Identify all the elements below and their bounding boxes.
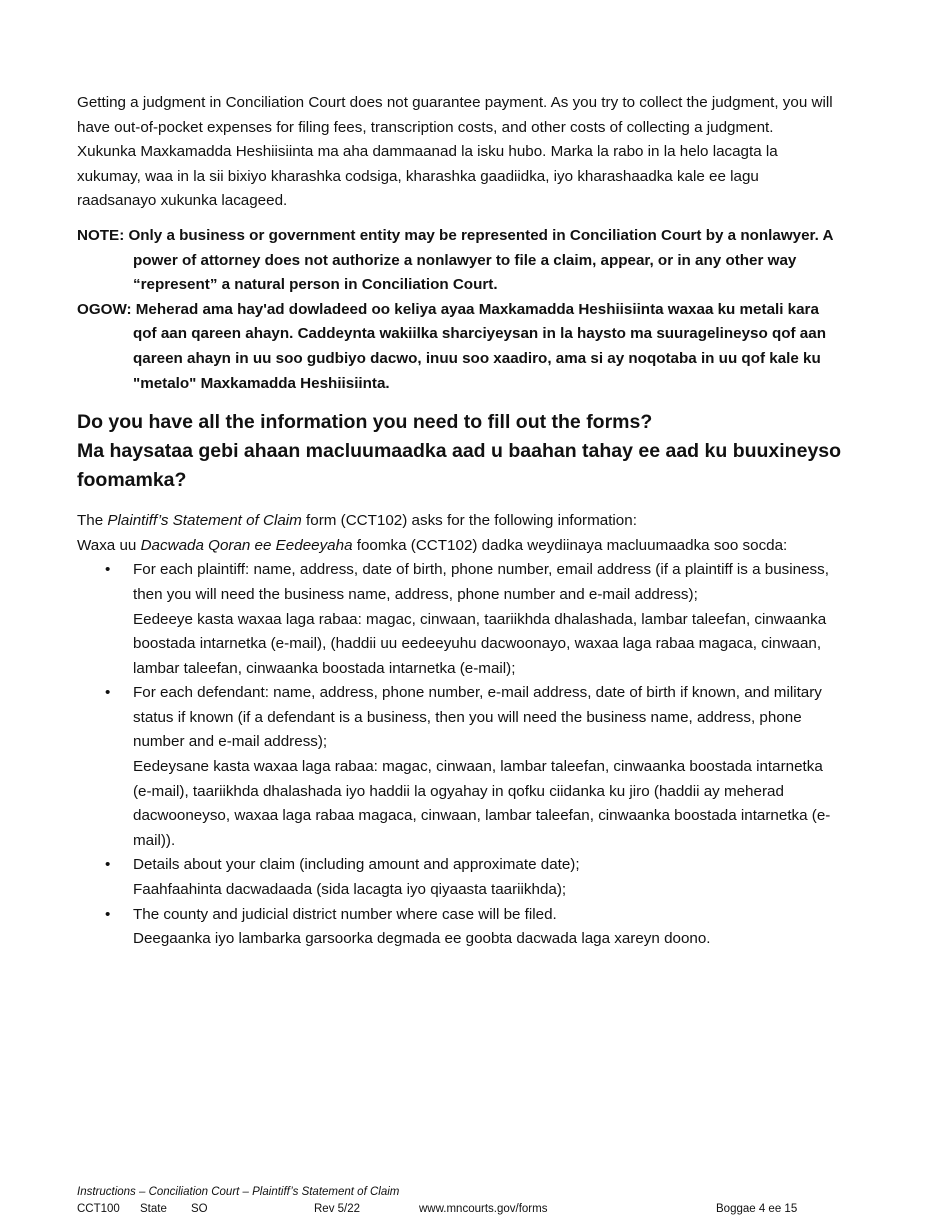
list-item-english: For each defendant: name, address, phone number, e-mail address, date of birth if known, and military status if known (if a defendant is a business, then you will need the business name, address, phone number and e-mail address); bbox=[133, 684, 822, 751]
bullet-icon: • bbox=[105, 561, 111, 579]
footer-revision: Rev 5/22 bbox=[314, 1203, 361, 1215]
statement-en-form-name: Plaintiff’s Statement of Claim bbox=[107, 512, 302, 530]
statement-so-form-name: Dacwada Qoran ee Eedeeyaha bbox=[140, 536, 353, 554]
bullet-icon: • bbox=[105, 684, 111, 702]
list-item-english: The county and judicial district number where case will be filed. bbox=[133, 905, 557, 923]
list-item bbox=[77, 681, 842, 853]
footer-language: SO bbox=[191, 1203, 208, 1215]
note-somali: OGOW: Meherad ama hay'ad dowladeed oo keliya ayaa Maxkamadda Heshiisiinta waxaa ku metali kara qof aan qareen ahayn. Caddeynta wakiilka sharciyeysan in la haysto ma suuragelineyso qof aan qareen ahayn in uu soo gudbiyo dacwo, inuu soo xaadiro, ama si ay noqotaba in uu qof kale ku "metalo" Maxkamadda Heshiisiinta. bbox=[77, 300, 826, 392]
heading-somali: Ma haysataa gebi ahaan macluumaadka aad u baahan tahay ee aad ku buuxineyso foomamka? bbox=[77, 440, 842, 492]
footer-meta bbox=[77, 1201, 837, 1218]
intro-somali: Xukunka Maxkamadda Heshiisiinta ma aha dammaanad la isku hubo. Marka la rabo in la helo lacagta la xukumay, waa in la sii bixiyo kharashka codsiga, kharashka gaadiidka, iyo kharashaadka kale ee lagu raadsanayo xukunka lacageed. bbox=[77, 143, 778, 210]
list-item-somali: Deegaanka iyo lambarka garsoorka degmada ee goobta dacwada laga xareyn doono. bbox=[133, 930, 711, 948]
footer-state: State bbox=[140, 1203, 167, 1215]
document-body bbox=[77, 91, 842, 952]
statement-somali bbox=[77, 534, 842, 559]
list-item bbox=[77, 903, 842, 952]
information-list bbox=[77, 558, 842, 952]
list-item bbox=[77, 558, 842, 681]
list-item-english: For each plaintiff: name, address, date of birth, phone number, email address (if a plaintiff is a business, then you will need the business name, address, phone number and e-mail address); bbox=[133, 561, 829, 603]
footer-website[interactable]: www.mncourts.gov/forms bbox=[419, 1203, 548, 1215]
statement-so-prefix: Waxa uu bbox=[77, 536, 141, 554]
list-item-english: Details about your claim (including amount and approximate date); bbox=[133, 856, 580, 874]
statement-en-suffix: form (CCT102) asks for the following information: bbox=[301, 512, 637, 530]
footer-form-code: CCT100 bbox=[77, 1203, 120, 1215]
list-item-somali: Eedeysane kasta waxaa laga rabaa: magac, cinwaan, lambar taleefan, cinwaanka boostada intarnetka (e-mail), taariikhda dhalashada iyo haddii la ogyahay in qofku ciidanka ku jiro (haddii ay meherad dacwooneyso, waxaa laga rabaa magaca, cinwaan, lambar taleefan, cinwaanka boostada intarnetka (e-mail)). bbox=[133, 758, 831, 849]
page-footer bbox=[77, 1184, 837, 1218]
statement-en-prefix: The bbox=[77, 512, 108, 530]
statement-so-suffix: foomka (CCT102) dadka weydiinaya macluumaadka soo socda: bbox=[352, 536, 788, 554]
section-heading bbox=[77, 408, 842, 495]
statement-english bbox=[77, 509, 842, 534]
footer-page-number: Boggae 4 ee 15 bbox=[716, 1203, 798, 1215]
intro-english: Getting a judgment in Conciliation Court does not guarantee payment. As you try to collect the judgment, you will have out-of-pocket expenses for filing fees, transcription costs, and other costs of collecting a judgment. bbox=[77, 94, 833, 136]
bullet-icon: • bbox=[105, 905, 111, 923]
heading-english: Do you have all the information you need to fill out the forms? bbox=[77, 411, 653, 434]
note-english: NOTE: Only a business or government entity may be represented in Conciliation Court by a nonlawyer. A power of attorney does not authorize a nonlawyer to file a claim, appear, or in any other way “represent” a natural person in Conciliation Court. bbox=[77, 226, 833, 294]
list-item bbox=[77, 853, 842, 902]
list-item-somali: Eedeeye kasta waxaa laga rabaa: magac, cinwaan, taariikhda dhalashada, lambar taleefan, cinwaanka boostada intarnetka (e-mail), (haddii uu eedeeyuhu dacwoonayo, waxaa laga rabaa magaca, cinwaan, lambar taleefan, cinwaanka boostada intarnetka (e-mail); bbox=[133, 610, 827, 677]
footer-title: Instructions – Conciliation Court – Plaintiff’s Statement of Claim bbox=[77, 1186, 400, 1198]
list-item-somali: Faahfaahinta dacwadaada (sida lacagta iyo qiyaasta taariikhda); bbox=[133, 881, 567, 899]
bullet-icon: • bbox=[105, 856, 111, 874]
